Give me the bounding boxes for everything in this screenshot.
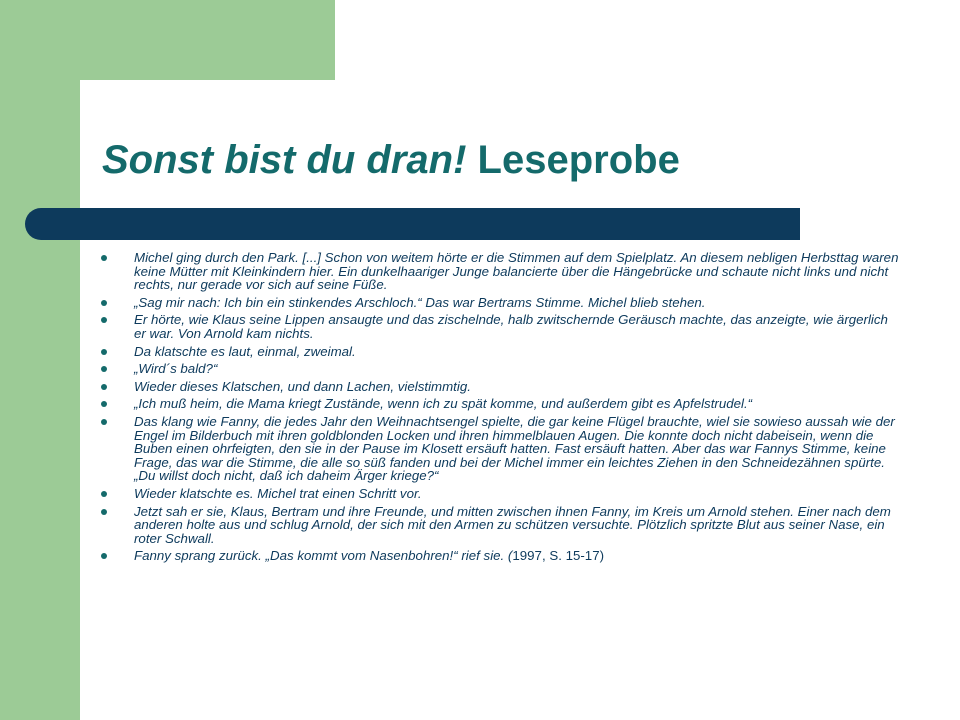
- bullet-text: Michel ging durch den Park. [...] Schon von weitem hörte er die Stimmen auf dem Spielplatz. An diesem nebligen Herbsttag waren keine Mütter mit Kleinkindern hier. Ein dunkelhaariger Junge balancierte über die Hängebrücke und schaute nicht links und nicht rechts, nur gerade vor sich auf seine Füße.: [134, 250, 899, 293]
- bullet-text: Da klatschte es laut, einmal, zweimal.: [134, 343, 356, 359]
- bullet-text: [134, 548, 604, 563]
- content-rounded-corner: [80, 80, 140, 140]
- bullet-text: „Sag mir nach: Ich bin ein stinkendes Arschloch.“ Das war Bertrams Stimme. Michel blieb stehen.: [134, 294, 706, 310]
- bullet-text: Wieder klatschte es. Michel trat einen Schritt vor.: [134, 485, 422, 501]
- bullet-item: [100, 251, 900, 292]
- slide-title-italic: Sonst bist du dran!: [102, 138, 467, 182]
- bullet-dot-icon: [101, 553, 107, 559]
- citation-source: 1997, S. 15-17): [512, 548, 605, 564]
- bullet-dot-icon: [101, 317, 107, 323]
- top-green-block: [80, 0, 335, 80]
- bullet-item: [100, 487, 900, 501]
- bullet-dot-icon: [101, 384, 107, 390]
- slide-title-regular: Leseprobe: [466, 138, 680, 182]
- citation-quote: Fanny sprang zurück. „Das kommt vom Nasenbohren!“ rief sie. (: [134, 548, 513, 564]
- title-rule-bar: [25, 208, 800, 240]
- bullet-item: [100, 380, 900, 394]
- bullet-dot-icon: [101, 509, 107, 515]
- bullet-item: [100, 362, 900, 376]
- bullet-item: [100, 296, 900, 310]
- bullet-text: Er hörte, wie Klaus seine Lippen ansaugte und das zischelnde, halb zwitschernde Geräusch machte, das anzeigte, wie ärgerlich er war. Von Arnold kam nichts.: [134, 312, 888, 341]
- bullet-item: [100, 397, 900, 411]
- bullet-item: [100, 415, 900, 483]
- bullet-item: [100, 313, 900, 340]
- bullet-dot-icon: [101, 401, 107, 407]
- left-green-bar: [0, 0, 80, 720]
- bullet-dot-icon: [101, 491, 107, 497]
- bullet-text: „Ich muß heim, die Mama kriegt Zustände, wenn ich zu spät komme, und außerdem gibt es Apfelstrudel.“: [134, 396, 753, 412]
- bullet-item: [100, 345, 900, 359]
- bullet-dot-icon: [101, 300, 107, 306]
- bullet-text: „Wird´s bald?“: [134, 361, 218, 377]
- bullet-dot-icon: [101, 255, 107, 261]
- bullet-dot-icon: [101, 419, 107, 425]
- excerpt-bullet-list: [100, 251, 900, 567]
- bullet-item-citation: [100, 549, 900, 563]
- bullet-text: Das klang wie Fanny, die jedes Jahr den Weihnachtsengel spielte, die gar keine Flügel brauchte, wiel sie sowieso aussah wie der Engel im Bilderbuch mit ihren goldblonden Locken und ihren himmelblauen Augen. Die konnte doch nicht dabeisein, wenn die Buben einen ohrfeigten, den sie in der Pause im Klosett ersäuft hatten. Fast ersäuft hatten. Aber das war Fannys Stimme, keine Frage, das war die Stimme, die alle so süß fanden und bei der Michel immer ein leichtes Ziehen in den Schneidezähnen spürte. „Du willst doch nicht, daß ich daheim Ärger kriege?“: [134, 413, 895, 484]
- bullet-dot-icon: [101, 366, 107, 372]
- slide-title: [102, 136, 680, 184]
- bullet-text: Wieder dieses Klatschen, und dann Lachen, vielstimmtig.: [134, 378, 471, 394]
- bullet-dot-icon: [101, 349, 107, 355]
- bullet-item: [100, 505, 900, 546]
- bullet-text: Jetzt sah er sie, Klaus, Bertram und ihre Freunde, und mitten zwischen ihnen Fanny, im Kreis um Arnold stehen. Einer nach dem anderen holte aus und schlug Arnold, der sich mit den Armen zu schützen versuchte. Plötzlich spritzte Blut aus seiner Nase, ein roter Schwall.: [134, 503, 891, 546]
